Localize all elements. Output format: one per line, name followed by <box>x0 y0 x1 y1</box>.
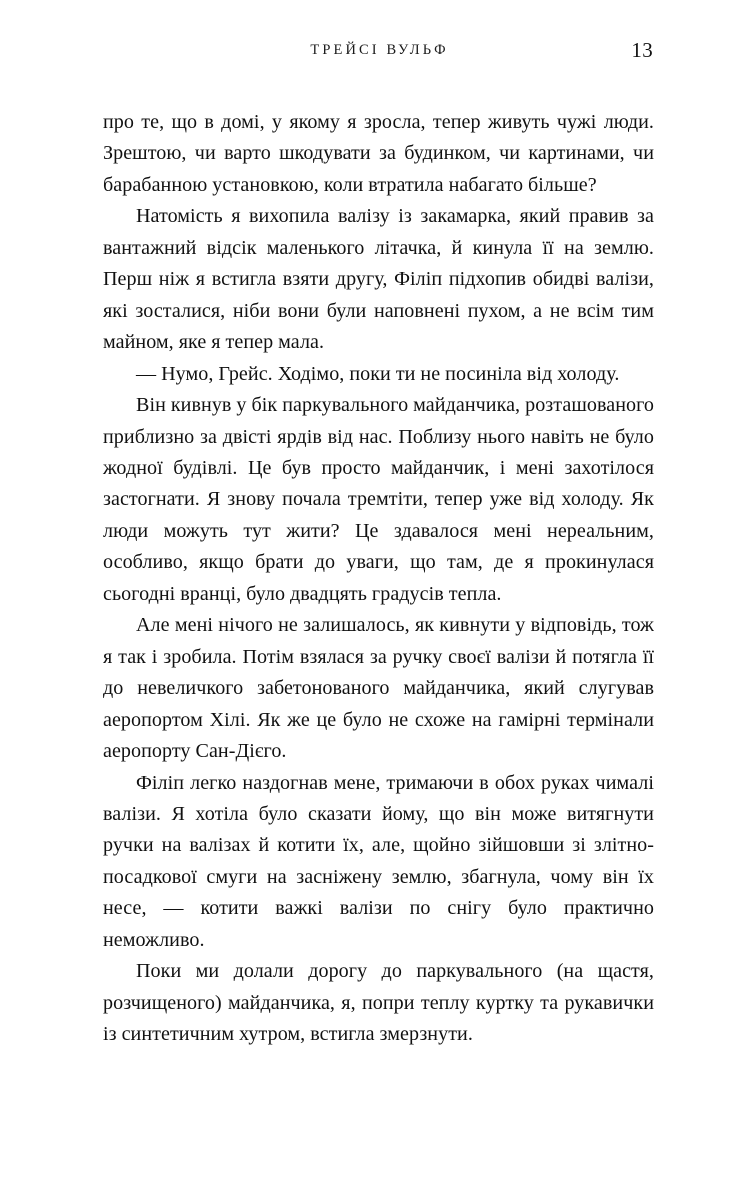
paragraph: про те, що в домі, у якому я зросла, тепер живуть чужі люди. Зрештою, чи варто шкодувати за будинком, чи картинами, чи барабанною установкою, коли втратила набагато більше? <box>103 111 654 196</box>
running-head-author-title: ТРЕЙСІ ВУЛЬФ <box>310 42 449 58</box>
paragraph: Поки ми долали дорогу до паркувального (на щастя, розчищеного) майданчика, я, попри теплу куртку та рукавички із синтетичним хутром, встигла змерзнути. <box>103 960 654 1046</box>
paragraph: Але мені нічого не залишалось, як кивнути у відповідь, тож я так і зробила. Потім взялася за ручку своєї валізи й потягла її до невеличкого забетонованого майданчика, який слугував аеропортом Хілі. Як же це було не схоже на гамірні термінали аеропорту Сан-Дієго. <box>103 614 654 763</box>
paragraph: — Нумо, Грейс. Ходімо, поки ти не посиніла від холоду. <box>136 362 620 385</box>
paragraph: Філіп легко наздогнав мене, тримаючи в обох руках чималі валізи. Я хотіла було сказати йому, що він може витягнути ручки на валізах й котити їх, але, щойно зійшовши зі злітно-посадкової смуги на засніжену землю, збагнула, чому він їх несе, — котити важкі валізи по снігу було практично неможливо. <box>103 771 654 951</box>
paragraph: Натомість я вихопила валізу із закамарка, який правив за вантажний відсік маленького літачка, й кинула її на землю. Перш ніж я встигла взяти другу, Філіп підхопив обидві валізи, які зосталися, ніби вони були наповнені пухом, а не всім тим майном, яке я тепер мала. <box>103 205 654 354</box>
paragraph: Він кивнув у бік паркувального майданчика, розташованого приблизно за двісті ярдів від нас. Поблизу нього навіть не було жодної будівлі. Це був просто майданчик, і мені захотілося застогнати. Я знову почала тремтіти, тепер уже від холоду. Як люди можуть тут жити? Це здавалося мені нереальним, особливо, якщо брати до уваги, що там, де я прокинулася сьогодні вранці, було двадцять градусів тепла. <box>103 394 654 605</box>
body-text-block <box>103 107 654 1051</box>
running-head <box>103 38 653 64</box>
page-number: 13 <box>631 38 653 62</box>
